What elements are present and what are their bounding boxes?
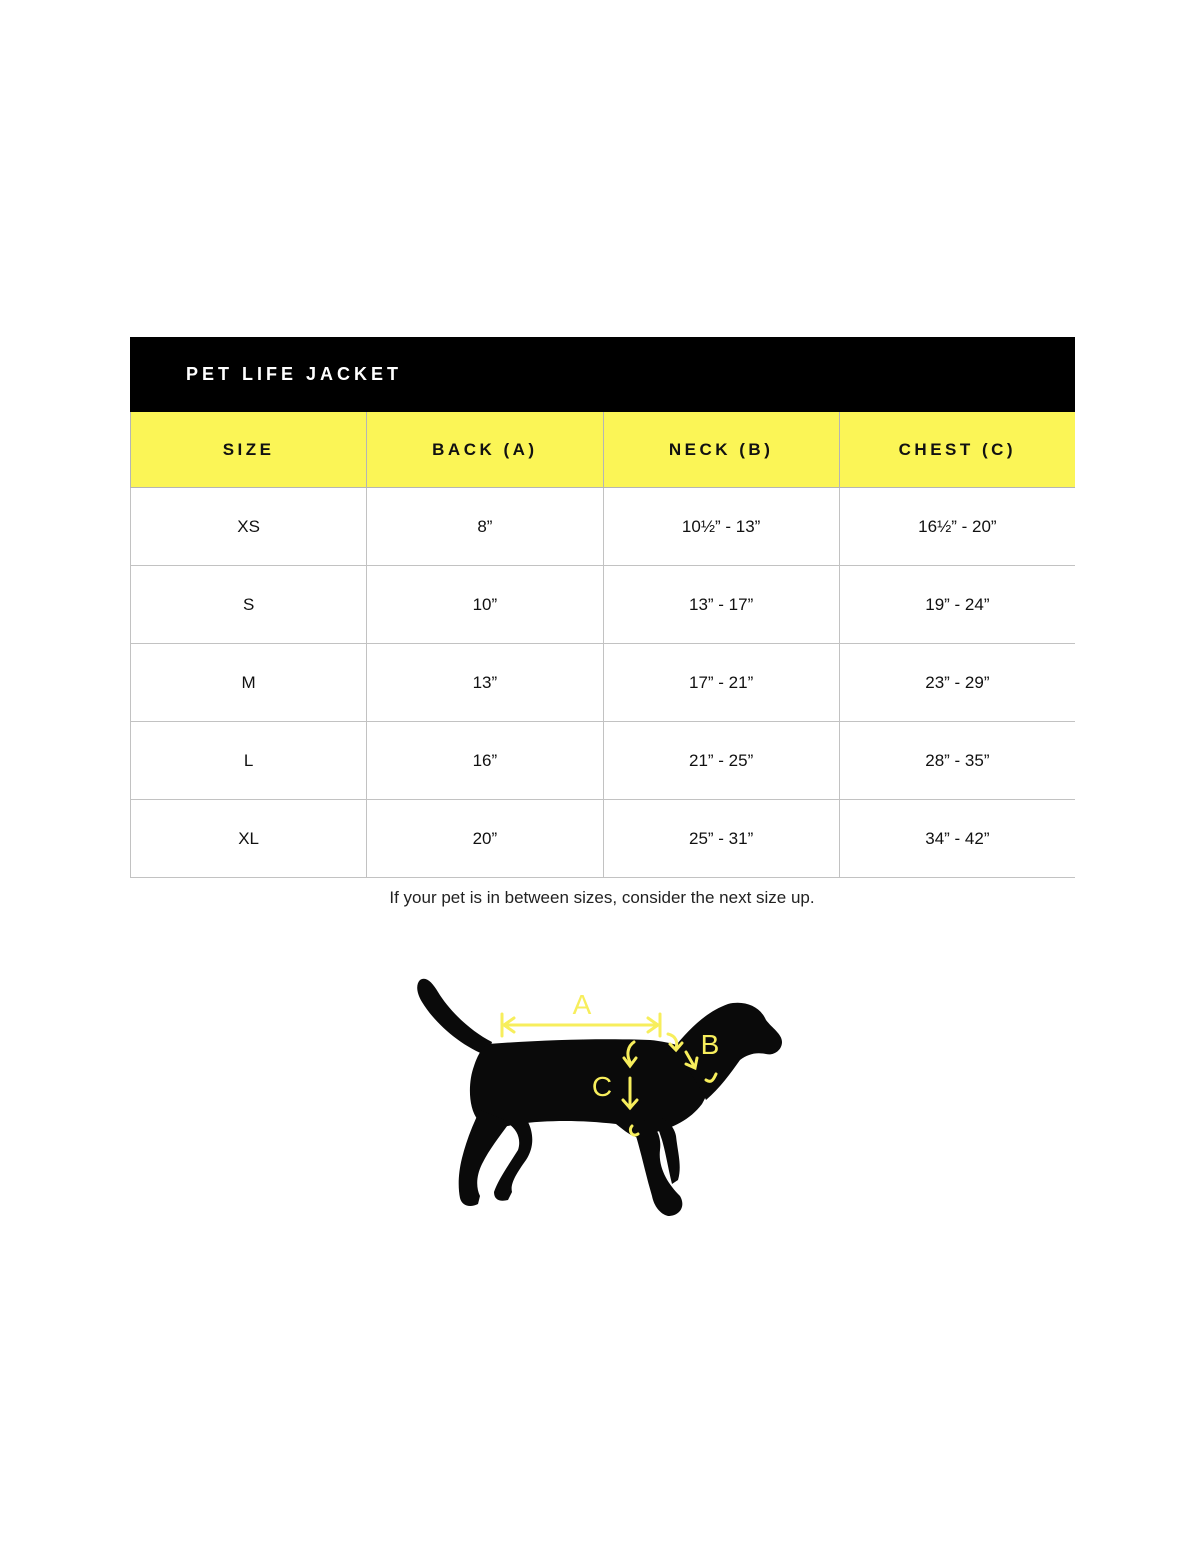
chest-cell: 28” - 35”: [839, 722, 1075, 799]
chest-cell: 34” - 42”: [839, 800, 1075, 877]
size-cell: XL: [130, 800, 366, 877]
dog-silhouette-icon: [410, 970, 800, 1230]
neck-cell: 13” - 17”: [603, 566, 839, 643]
table-row: [130, 722, 1075, 800]
back-cell: 16”: [366, 722, 602, 799]
header-size: SIZE: [130, 412, 366, 487]
size-cell: L: [130, 722, 366, 799]
label-c: C: [591, 1071, 613, 1102]
header-neck: NECK (B): [603, 412, 839, 487]
chest-cell: 16½” - 20”: [839, 488, 1075, 565]
size-cell: M: [130, 644, 366, 721]
neck-cell: 10½” - 13”: [603, 488, 839, 565]
header-chest: CHEST (C): [839, 412, 1075, 487]
neck-cell: 21” - 25”: [603, 722, 839, 799]
back-cell: 20”: [366, 800, 602, 877]
size-chart-table: [130, 337, 1075, 878]
back-cell: 10”: [366, 566, 602, 643]
table-row: [130, 566, 1075, 644]
size-cell: XS: [130, 488, 366, 565]
sizing-note: If your pet is in between sizes, consider the next size up.: [389, 888, 815, 907]
table-row: [130, 800, 1075, 878]
table-row: [130, 644, 1075, 722]
label-b: B: [700, 1029, 720, 1060]
neck-cell: 17” - 21”: [603, 644, 839, 721]
header-back: BACK (A): [366, 412, 602, 487]
size-cell: S: [130, 566, 366, 643]
chest-cell: 19” - 24”: [839, 566, 1075, 643]
table-row: [130, 488, 1075, 566]
back-cell: 8”: [366, 488, 602, 565]
chest-cell: 23” - 29”: [839, 644, 1075, 721]
neck-cell: 25” - 31”: [603, 800, 839, 877]
dog-measurement-diagram: [410, 970, 800, 1230]
table-header-row: [130, 412, 1075, 488]
back-cell: 13”: [366, 644, 602, 721]
label-a: A: [572, 989, 592, 1020]
table-title: PET LIFE JACKET: [186, 364, 403, 384]
table-title-bar: [130, 337, 1075, 412]
